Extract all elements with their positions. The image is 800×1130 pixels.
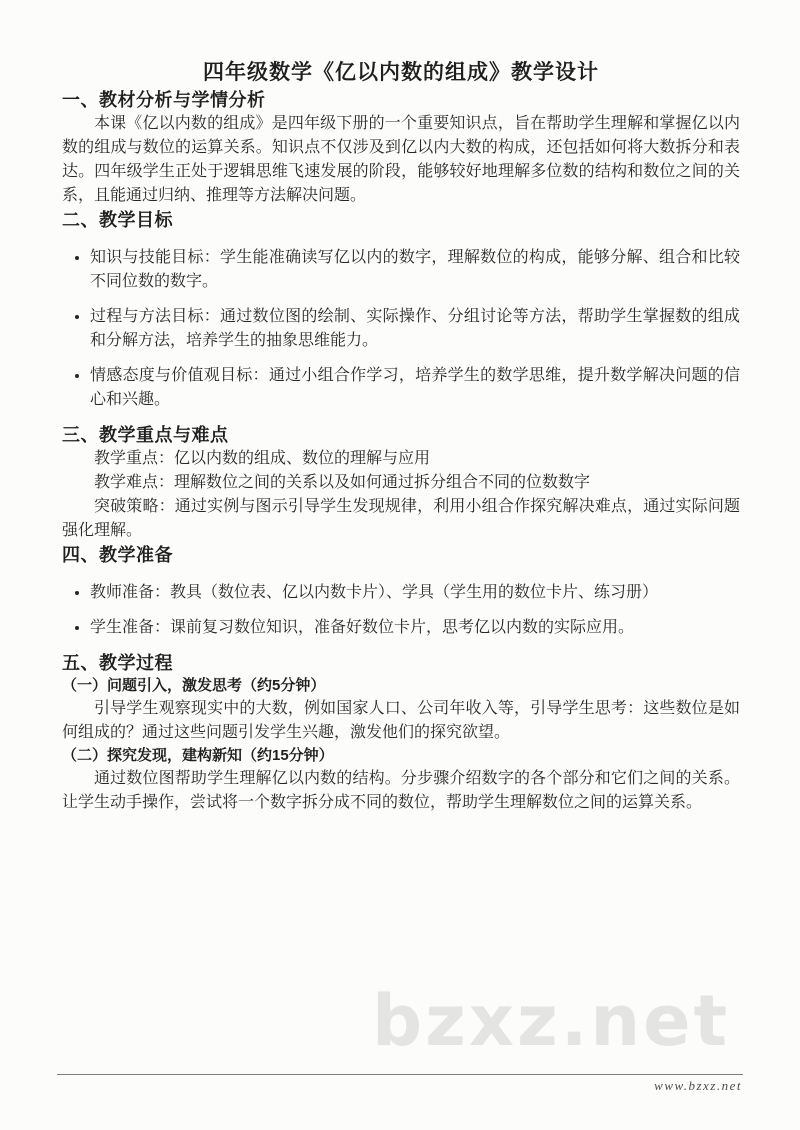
list-item-student-preparation: • 学生准备：课前复习数位知识，准备好数位卡片，思考亿以内数的实际应用。: [90, 616, 740, 640]
teaching-goals-list: [62, 246, 740, 412]
list-item-process-method-goal: • 过程与方法目标：通过数位图的绘制、实际操作、分组讨论等方法，帮助学生掌握数的组成和分解方法，培养学生的抽象思维能力。: [90, 305, 740, 353]
list-item-knowledge-skill-goal: • 知识与技能目标：学生能准确读写亿以内的数字，理解数位的构成，能够分解、组合和比较不同位数的数字。: [90, 246, 740, 294]
document-title: 四年级数学《亿以内数的组成》教学设计: [203, 61, 599, 84]
preparation-list: [62, 581, 740, 640]
footer-divider: [57, 1074, 743, 1075]
paragraph-exploration-discovery: 通过数位图帮助学生理解亿以内数的结构。分步骤介绍数字的各个部分和它们之间的关系。让学生动手操作，尝试将一个数字拆分成不同的数位，帮助学生理解数位之间的运算关系。: [62, 770, 740, 811]
paragraph-material-analysis: 本课《亿以内数的组成》是四年级下册的一个重要知识点，旨在帮助学生理解和掌握亿以内数的组成与数位的运算关系。知识点不仅涉及到亿以内大数的构成，还包括如何将大数拆分和表达。四年级学生正处于逻辑思维飞速发展的阶段，能够较好地理解多位数的结构和数位之间的关系，且能通过归纳、推理等方法解决问题。: [62, 115, 740, 204]
list-item-teacher-preparation: • 教师准备：教具（数位表、亿以内数卡片）、学具（学生用的数位卡片、练习册）: [90, 581, 740, 605]
section-heading-teaching-process: 五、教学过程: [62, 653, 173, 673]
list-item-emotion-value-goal: • 情感态度与价值观目标：通过小组合作学习，培养学生的数学思维，提升数学解决问题的信心和兴趣。: [90, 364, 740, 412]
paragraph-breakthrough-strategy: 突破策略：通过实例与图示引导学生发现规律，利用小组合作探究解决难点，通过实际问题强化理解。: [62, 498, 740, 539]
paragraph-problem-introduction: 引导学生观察现实中的大数，例如国家人口、公司年收入等，引导学生思考：这些数位是如何组成的？通过这些问题引发学生兴趣，激发他们的探究欲望。: [62, 700, 740, 741]
paragraph-teaching-key-point: 教学重点：亿以内数的组成、数位的理解与应用: [94, 450, 431, 467]
footer-url: www.bzxz.net: [654, 1078, 742, 1093]
section-heading-teaching-goals: 二、教学目标: [62, 210, 173, 230]
subsection-heading-exploration-discovery: （二）探究发现，建构新知（约15分钟）: [62, 747, 334, 764]
section-heading-key-points: 三、教学重点与难点: [62, 425, 229, 445]
paragraph-teaching-difficulty: 教学难点：理解数位之间的关系以及如何通过拆分组合不同的位数数字: [94, 474, 591, 491]
subsection-heading-problem-introduction: （一）问题引入，激发思考（约5分钟）: [62, 677, 326, 694]
watermark-text: bzxz.net: [372, 980, 731, 1062]
section-heading-preparation: 四、教学准备: [62, 545, 173, 565]
section-heading-material-analysis: 一、教材分析与学情分析: [62, 90, 266, 110]
